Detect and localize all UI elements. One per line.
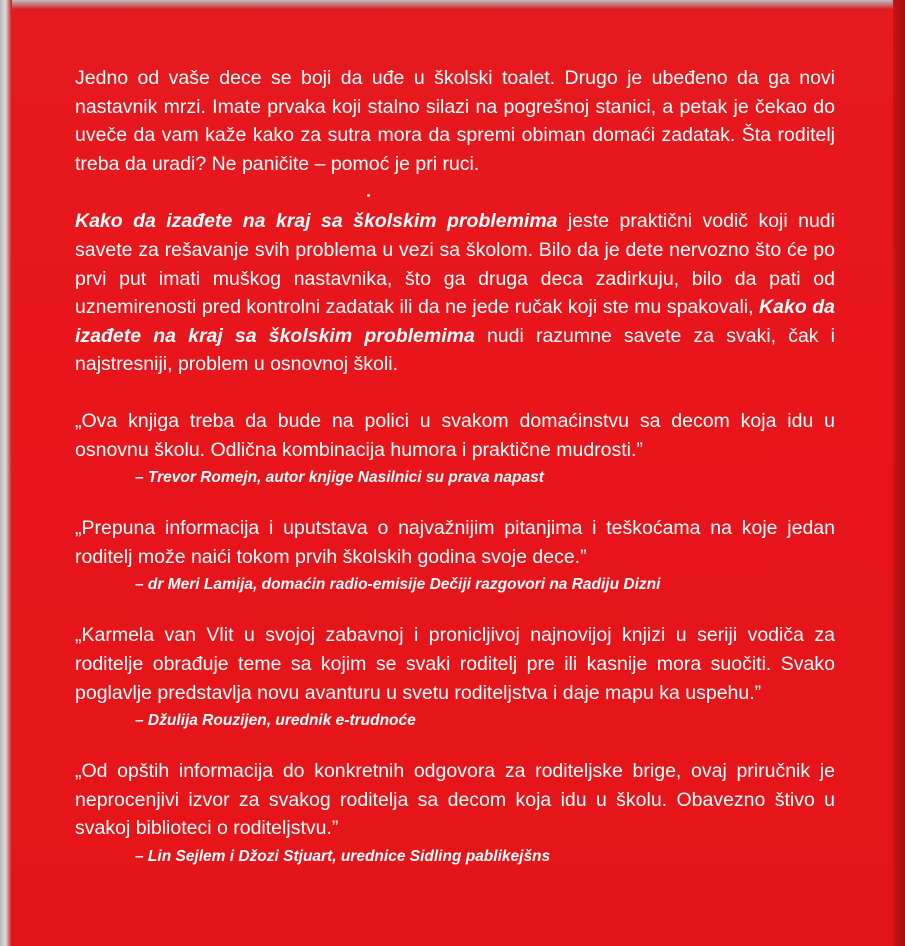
cover-text — [75, 64, 835, 893]
page-edge-top — [0, 0, 905, 10]
quote-author: – dr Meri Lamija, domaćin radio-emisije Dečiji razgovori na Radiju Dizni — [135, 576, 661, 594]
quote-text: „Od opštih informacija do konkretnih odgovora za roditeljske brige, ovaj priručnik je neprocenjivi izvor za svakog roditelja sa decom koja idu u školu. Obavezno štivo u svakoj biblioteci o roditeljstvu.” — [75, 760, 835, 840]
intro-paragraph: Jedno od vaše dece se boji da uđe u školski toalet. Drugo je ubeđeno da ga novi nastavnik mrzi. Imate prvaka koji stalno silazi na pogrešnoj stanici, a petak je čekao do uveče da vam kaže kako za sutra mora da spremi obiman domaći zadatak. Šta roditelj treba da uradi? Ne paničite – pomoć je pri ruci. — [75, 67, 835, 175]
page-edge-right — [893, 0, 905, 946]
quote-text: „Prepuna informacija i uputstava o najvažnijim pitanjima i teškoćama na koje jedan roditelj može naići tokom prvih školskih godina svoje dece.” — [75, 517, 835, 568]
description-paragraph — [75, 207, 835, 379]
print-speck — [367, 194, 370, 197]
quote-author: – Džulija Rouzijen, urednik e-trudnoće — [135, 712, 416, 730]
quote-text: „Karmela van Vlit u svojoj zabavnoj i pronicljivoj najnovijoj knjizi u seriji vodiča za roditelje obrađuje teme sa kojim se svaki roditelj pre ili kasnije mora suočiti. Svako poglavlje predstavlja novu avanturu u svetu roditeljstva i daje mapu ka uspehu.” — [75, 624, 835, 704]
quote-author: – Lin Sejlem i Džozi Stjuart, urednice Sidling pablikejšns — [135, 847, 551, 865]
book-title: Kako da izađete na kraj sa školskim problemima — [75, 296, 835, 347]
page-edge-left — [0, 0, 12, 946]
description-text: jeste praktični vodič koji nudi savete za rešavanje svih problema u vezi sa školom. Bilo da je dete nervozno što će po prvi put imati muškog nastavnika, što ga druga deca zadirkuju, bilo da pati od uznemirenosti pred kontrolni zadatak ili da ne jede ručak koji ste mu spakovali, — [75, 210, 835, 319]
quote-text: „Ova knjiga treba da bude na polici u svakom domaćinstvu sa decom koja idu u osnovnu školu. Odlična kombinacija humora i praktične mudrosti.” — [75, 409, 835, 461]
description-text: nudi razumne savete za svaki, čak i najstresniji, problem u osnovnoj školi. — [75, 324, 835, 376]
book-title: Kako da izađete na kraj sa školskim problemima — [75, 210, 558, 233]
quote-author: – Trevor Romejn, autor knjige Nasilnici su prava napast — [135, 469, 544, 487]
